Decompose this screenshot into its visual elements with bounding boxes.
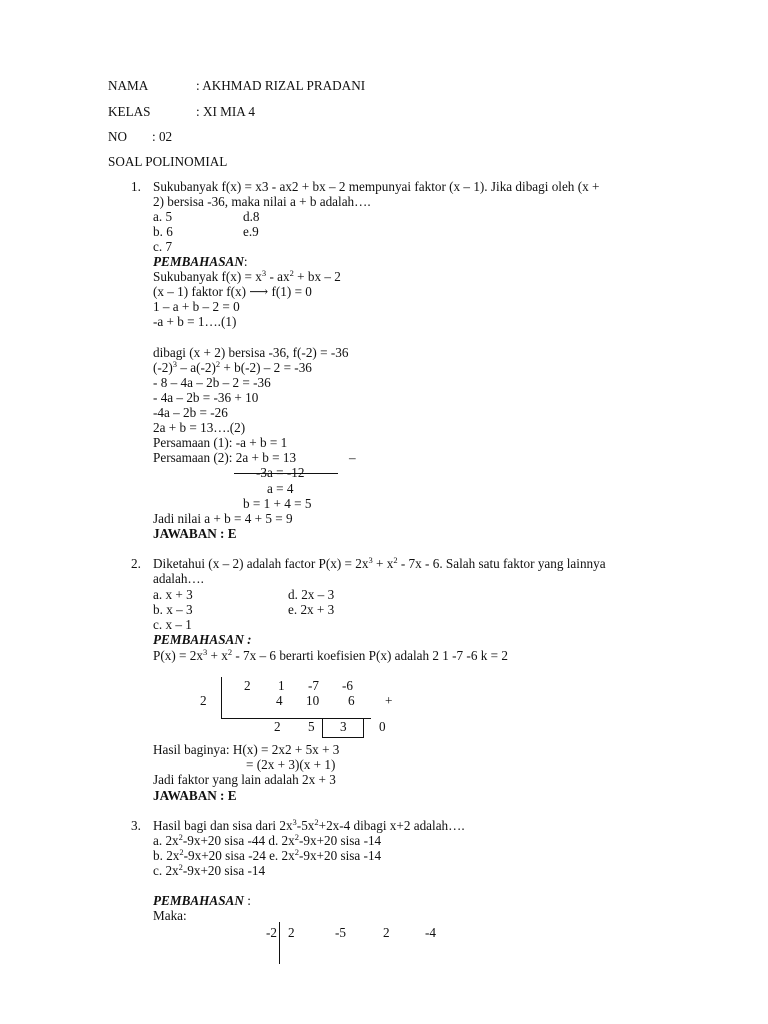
q2-horner-r2-c2: 4 <box>276 693 283 708</box>
q1-step-5: dibagi (x + 2) bersisa -36, f(-2) = -36 <box>153 345 349 360</box>
q3-a-2: -9x+20 sisa -44 d. 2x <box>182 833 295 848</box>
q2-horner-r1-c2: 1 <box>278 678 285 693</box>
q3-maka: Maka: <box>153 908 187 923</box>
q3-c-1: c. 2x <box>153 863 179 878</box>
q1-step-6 <box>153 360 312 375</box>
q3-b-3: -9x+20 sisa -14 <box>298 848 382 863</box>
kelas-label: KELAS <box>108 104 151 119</box>
q2-coef-c: - 7x – 6 berarti koefisien P(x) adalah 2 1 -7 -6 k = 2 <box>232 648 508 663</box>
q2-horner-k: 2 <box>200 693 207 708</box>
nama-value: : AKHMAD RIZAL PRADANI <box>196 78 366 93</box>
q3-horner-divider <box>279 922 280 964</box>
q3-pembahasan-colon: : <box>243 893 251 908</box>
q3-text <box>153 818 465 833</box>
q3-b-1: b. 2x <box>153 848 180 863</box>
q3-a-sup2: 2 <box>294 832 299 842</box>
nama-label: NAMA <box>108 78 149 93</box>
q1-option-b: b. 6 <box>153 224 173 239</box>
q3-text-a: Hasil bagi dan sisa dari 2x <box>153 818 293 833</box>
q3-text-c: +2x-4 dibagi x+2 adalah…. <box>318 818 465 833</box>
q1-step-1-c: + bx – 2 <box>293 269 341 284</box>
q1-conclusion: Jadi nilai a + b = 4 + 5 = 9 <box>153 511 293 526</box>
q1-step-6-b: – a(-2) <box>177 360 216 375</box>
q1-step-11: Persamaan (1): -a + b = 1 <box>153 435 288 450</box>
q2-horner-r3-c1: 2 <box>274 719 281 734</box>
q2-coef-a: P(x) = 2x <box>153 648 203 663</box>
document-title: SOAL POLINOMIAL <box>108 154 228 169</box>
q1-step-9: -4a – 2b = -26 <box>153 405 228 420</box>
q1-step-6-c: + b(-2) – 2 = -36 <box>220 360 312 375</box>
q2-coef-b: + x <box>207 648 228 663</box>
q1-step-1 <box>153 269 341 284</box>
q2-coef-sup2: 2 <box>227 647 233 657</box>
q2-text-sup1: 3 <box>368 555 373 565</box>
q3-text-sup1: 3 <box>292 817 297 827</box>
q3-a-sup1: 2 <box>178 832 183 842</box>
q1-step-6-a: (-2) <box>153 360 173 375</box>
q1-text-line1: Sukubanyak f(x) = x3 - ax2 + bx – 2 mempunyai faktor (x – 1). Jika dibagi oleh (x + <box>153 179 600 194</box>
q3-horner-k: -2 <box>266 925 277 940</box>
q3-c-sup1: 2 <box>178 862 183 872</box>
q1-step-15: b = 1 + 4 = 5 <box>243 496 312 511</box>
q1-step-8: - 4a – 2b = -36 + 10 <box>153 390 259 405</box>
q1-step-3: 1 – a + b – 2 = 0 <box>153 299 240 314</box>
q1-pembahasan-heading <box>153 254 248 269</box>
q1-option-e: e.9 <box>243 224 259 239</box>
q2-horner-divider <box>221 677 222 719</box>
q2-number: 2. <box>131 556 141 571</box>
q2-horner-r1-c4: -6 <box>342 678 353 693</box>
q3-text-b: -5x <box>296 818 315 833</box>
q1-step-2: (x – 1) faktor f(x) ⟶ f(1) = 0 <box>153 284 312 299</box>
q1-step-6-sup1: 3 <box>172 359 178 369</box>
q2-coef-sup1: 3 <box>202 647 208 657</box>
q1-option-a: a. 5 <box>153 209 173 224</box>
q2-horner-r1-c1: 2 <box>244 678 251 693</box>
q2-horner-r3-c3: 3 <box>340 719 347 734</box>
q1-step-13: -3a = -12 <box>256 465 305 480</box>
q2-result-1: Hasil baginya: H(x) = 2x2 + 5x + 3 <box>153 742 340 757</box>
q2-text-line2: adalah…. <box>153 571 204 586</box>
q2-option-c: c. x – 1 <box>153 617 192 632</box>
q1-answer: JAWABAN : E <box>153 526 237 541</box>
q3-horner-r1-c2: -5 <box>335 925 346 940</box>
q2-coefficients <box>153 648 508 663</box>
q1-step-6-sup2: 2 <box>215 359 221 369</box>
q2-horner-sum-rule <box>221 718 371 719</box>
q2-horner-remainder-bottom <box>322 737 364 738</box>
q3-horner-r1-c3: 2 <box>383 925 390 940</box>
no-label: NO <box>108 129 128 144</box>
q2-horner-r2-c3: 10 <box>306 693 320 708</box>
q1-step-12: Persamaan (2): 2a + b = 13 <box>153 450 297 465</box>
q3-options-ad <box>153 833 381 848</box>
q2-horner-r1-c3: -7 <box>308 678 319 693</box>
q2-horner-r2-c4: 6 <box>348 693 355 708</box>
q1-step-7: - 8 – 4a – 2b – 2 = -36 <box>153 375 271 390</box>
q2-horner-remainder-right <box>363 718 364 737</box>
q2-text-c: - 7x - 6. Salah satu faktor yang lainnya <box>397 556 606 571</box>
q2-text-a: Diketahui (x – 2) adalah factor P(x) = 2x <box>153 556 369 571</box>
q3-option-c <box>153 863 265 878</box>
q1-pembahasan-colon: : <box>243 254 248 269</box>
q1-step-14: a = 4 <box>267 481 294 496</box>
q2-option-b: b. x – 3 <box>153 602 193 617</box>
q3-text-sup2: 2 <box>314 817 319 827</box>
q2-conclusion: Jadi faktor yang lain adalah 2x + 3 <box>153 772 336 787</box>
q3-b-sup1: 2 <box>179 847 184 857</box>
q1-step-10: 2a + b = 13….(2) <box>153 420 246 435</box>
q3-b-2: -9x+20 sisa -24 e. 2x <box>183 848 295 863</box>
q2-option-e: e. 2x + 3 <box>288 602 335 617</box>
q2-option-d: d. 2x – 3 <box>288 587 335 602</box>
q1-step-1-a: Sukubanyak f(x) = x <box>153 269 262 284</box>
q2-answer: JAWABAN : E <box>153 788 237 803</box>
q1-pembahasan-label: PEMBAHASAN <box>153 254 244 269</box>
q1-step-4: -a + b = 1….(1) <box>153 314 237 329</box>
q3-options-be <box>153 848 381 863</box>
q3-b-sup2: 2 <box>294 847 299 857</box>
q2-pembahasan-heading: PEMBAHASAN : <box>153 632 252 647</box>
q3-horner-r1-c4: -4 <box>425 925 436 940</box>
q3-number: 3. <box>131 818 141 833</box>
q1-step-1-sup1: 3 <box>261 268 267 278</box>
q2-horner-remainder-left <box>322 718 323 737</box>
q3-a-1: a. 2x <box>153 833 179 848</box>
q3-c-2: -9x+20 sisa -14 <box>182 863 266 878</box>
q1-step-1-b: - ax <box>266 269 290 284</box>
q1-option-d: d.8 <box>243 209 260 224</box>
q2-option-a: a. x + 3 <box>153 587 193 602</box>
q3-pembahasan-label: PEMBAHASAN <box>153 893 244 908</box>
q3-horner-r1-c1: 2 <box>288 925 295 940</box>
q1-text-line2: 2) bersisa -36, maka nilai a + b adalah…. <box>153 194 371 209</box>
q2-horner-remainder: 0 <box>379 719 386 734</box>
q3-a-3: -9x+20 sisa -14 <box>298 833 382 848</box>
no-value: : 02 <box>152 129 173 144</box>
q2-text-line1 <box>153 556 606 571</box>
q1-subtract-sign: – <box>349 450 356 465</box>
q3-pembahasan-heading <box>153 893 251 908</box>
q2-horner-r3-c2: 5 <box>308 719 315 734</box>
kelas-value: : XI MIA 4 <box>196 104 255 119</box>
q2-text-b: + x <box>372 556 394 571</box>
q1-number: 1. <box>131 179 141 194</box>
q2-result-2: = (2x + 3)(x + 1) <box>246 757 336 772</box>
q2-horner-plus: + <box>385 693 393 708</box>
q1-step-1-sup2: 2 <box>289 268 294 278</box>
q1-option-c: c. 7 <box>153 239 173 254</box>
q2-text-sup2: 2 <box>393 555 398 565</box>
